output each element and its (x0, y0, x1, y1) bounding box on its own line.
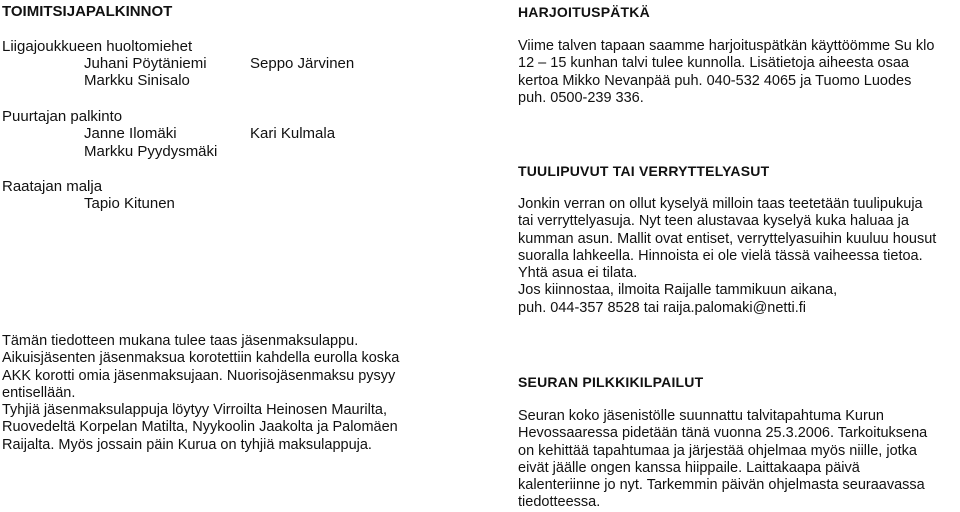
membership-fee-section (2, 333, 399, 454)
ice-fishing-section (518, 408, 927, 512)
award-title-raataja: Raatajan malja (2, 178, 103, 195)
body-text-line: Jonkin verran on ollut kyselyä milloin taas teetetään tuulipukuja (518, 196, 923, 212)
body-text-line: Tämän tiedotteen mukana tulee taas jäsenmaksulappu. (2, 333, 359, 349)
award-name: Juhani Pöytäniemi (84, 55, 207, 72)
windsuits-heading: TUULIPUVUT TAI VERRYTTELYASUT (518, 163, 770, 179)
body-text-line: kertoa Mikko Nevanpää puh. 040-532 4065 ja Tuomo Luodes (518, 72, 912, 89)
body-text-line: Yhtä asua ei tilata. (518, 265, 638, 282)
award-name: Seppo Järvinen (250, 55, 355, 72)
ice-fishing-heading: SEURAN PILKKIKILPAILUT (518, 374, 704, 390)
awards-heading: TOIMITSIJAPALKINNOT (2, 3, 173, 20)
body-text-line: eivät jäälle ongen kanssa hiippaile. Laittakaapa päivä (518, 459, 860, 476)
body-text-line: 12 – 15 kunhan talvi tulee kunnolla. Lisätietoja aiheesta osaa (518, 55, 909, 72)
body-text-line: entisellään. (2, 384, 76, 401)
training-heading: HARJOITUSPÄTKÄ (518, 4, 650, 20)
award-name: Kari Kulmala (250, 125, 336, 142)
body-text-line: Viime talven tapaan saamme harjoituspätkän käyttöömme Su klo (518, 38, 935, 54)
body-text-line: puh. 044-357 8528 tai raija.palomaki@netti.fi (518, 299, 806, 316)
training-section (518, 38, 934, 107)
award-name: Janne Ilomäki (84, 125, 177, 142)
body-text-line: kalenteriinne jo nyt. Tarkemmin päivän ohjelmasta seuraavassa (518, 477, 925, 494)
body-text-line: tiedotteessa. (518, 494, 601, 511)
award-name: Markku Pyydysmäki (84, 143, 218, 160)
body-text-line: Jos kiinnostaa, ilmoita Raijalle tammikuun aikana, (518, 282, 838, 299)
body-text-line: Raijalta. Myös jossain päin Kurua on tyhjiä maksulappuja. (2, 436, 372, 453)
body-text-line: AKK korotti omia jäsenmaksujaan. Nuorisojäsenmaksu pysyy (2, 367, 396, 384)
body-text-line: kumman asun. Mallit ovat entiset, verryttelyasuihin kuuluu housut (518, 230, 937, 247)
body-text-line: Seuran koko jäsenistölle suunnattu talvitapahtuma Kurun (518, 408, 884, 424)
award-title-liiga: Liigajoukkueen huoltomiehet (2, 38, 193, 55)
body-text-line: Aikuisjäsenten jäsenmaksua korotettiin kahdella eurolla koska (2, 350, 400, 367)
body-text-line: on kehittää tapahtumaa ja järjestää ohjelmaa myös niille, jotka (518, 442, 917, 459)
body-text-line: Hevossaaressa pidetään tänä vuonna 25.3.2006. Tarkoituksena (518, 425, 928, 442)
body-text-line: Tyhjiä jäsenmaksulappuja löytyy Virroilta Heinosen Mauriltа, (2, 402, 387, 419)
body-text-line: tai verryttelyasuja. Nyt teen alustavaa kyselyä kuka haluaa ja (518, 213, 909, 230)
award-title-puurtaja: Puurtajan palkinto (2, 108, 123, 125)
body-text-line: Ruovedeltä Korpelan Matilta, Nyykoolin Jaakolta ja Palomäen (2, 419, 398, 436)
body-text-line: suoralla lahkeella. Hinnoista ei ole vielä tässä vaiheessa tietoa. (518, 247, 923, 264)
award-name: Markku Sinisalo (84, 72, 190, 89)
windsuits-section (518, 196, 936, 317)
body-text-line: puh. 0500-239 336. (518, 89, 644, 106)
award-name: Tapio Kitunen (84, 195, 175, 212)
